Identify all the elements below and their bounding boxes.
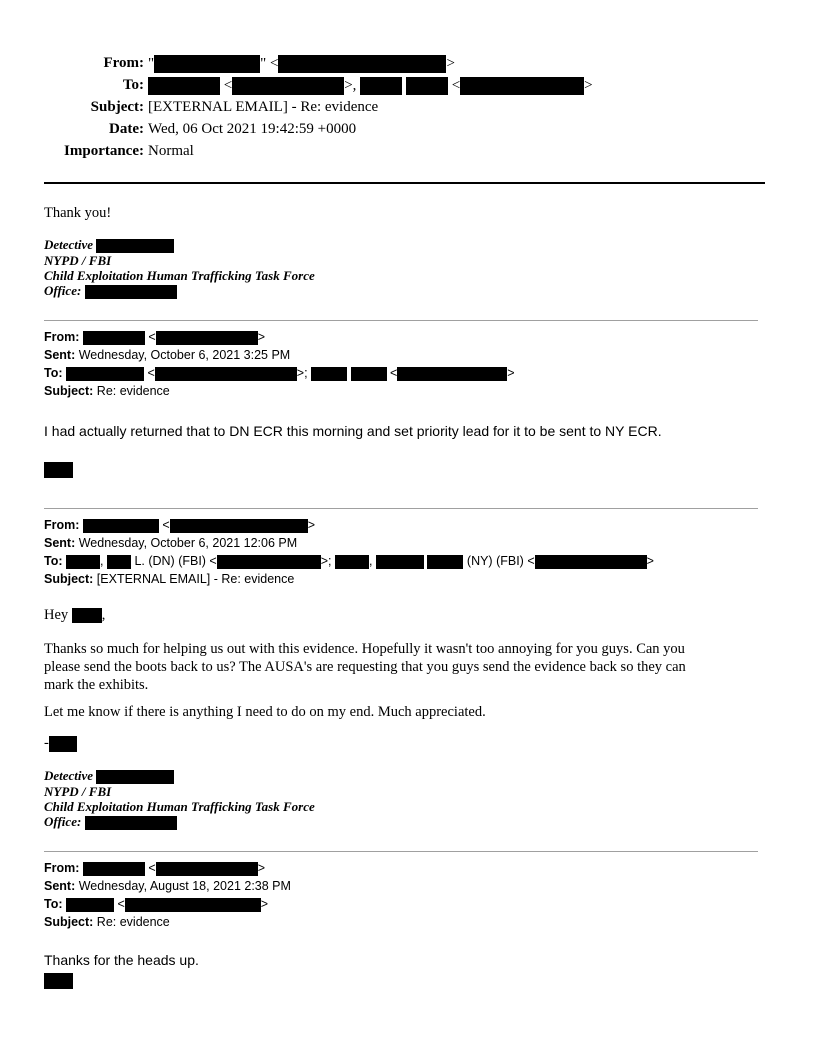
redaction xyxy=(83,862,145,876)
message-from: From: < > xyxy=(44,861,265,875)
redaction xyxy=(155,367,297,381)
message-body: I had actually returned that to DN ECR this morning and set priority lead for it to be sent to NY ECR. xyxy=(44,423,662,439)
message-subject: Subject: Re: evidence xyxy=(44,384,170,398)
redaction xyxy=(107,555,131,569)
message-divider xyxy=(44,851,758,852)
redaction xyxy=(311,367,347,381)
header-divider xyxy=(44,182,765,184)
message-divider xyxy=(44,320,758,321)
redaction xyxy=(72,608,102,623)
message-divider xyxy=(44,508,758,509)
message-sent: Sent: Wednesday, October 6, 2021 12:06 PM xyxy=(44,536,298,550)
message-body: Thank you! xyxy=(44,205,112,221)
signature-office-label: Office: xyxy=(44,283,82,299)
subject-label: Subject: xyxy=(90,99,144,115)
signature-office-label: Office: xyxy=(44,814,82,830)
message-sent: Sent: Wednesday, October 6, 2021 3:25 PM xyxy=(44,348,291,362)
redaction xyxy=(217,555,321,569)
message-body: Thanks for the heads up. xyxy=(44,952,199,968)
redaction xyxy=(83,331,145,345)
message-to: To: < >; < > xyxy=(44,366,515,380)
redaction xyxy=(83,519,159,533)
signature-org: NYPD / FBI xyxy=(44,784,112,800)
redaction xyxy=(278,55,446,73)
message-from: From: < > xyxy=(44,518,315,532)
redaction xyxy=(44,973,73,989)
date-label: Date: xyxy=(109,121,144,137)
redaction xyxy=(376,555,424,569)
redaction xyxy=(85,285,177,299)
redaction xyxy=(85,816,177,830)
message-subject: Subject: Re: evidence xyxy=(44,915,170,929)
message-sent: Sent: Wednesday, August 18, 2021 2:38 PM xyxy=(44,879,291,893)
redaction xyxy=(66,898,114,912)
redaction xyxy=(460,77,584,95)
redaction xyxy=(351,367,387,381)
date-value: Wed, 06 Oct 2021 19:42:59 +0000 xyxy=(148,121,357,137)
message-subject: Subject: [EXTERNAL EMAIL] - Re: evidence xyxy=(44,572,295,586)
message-to: To: < > xyxy=(44,897,269,911)
redaction xyxy=(66,555,100,569)
redaction xyxy=(406,77,448,95)
signature-block xyxy=(44,237,315,299)
redaction xyxy=(96,239,174,253)
message-body: Thanks so much for helping us out with this evidence. Hopefully it wasn't too annoying for you guys. Can you please send the boots back to us? The AUSA's are requesting that you guys send the evidence back so they can mark the exhibits. xyxy=(44,641,686,693)
message-body: Let me know if there is anything I need to do on my end. Much appreciated. xyxy=(44,704,486,720)
redaction xyxy=(96,770,174,784)
greeting: Hey , xyxy=(44,607,106,623)
redaction xyxy=(535,555,647,569)
message-to: To: , L. (DN) (FBI) < >; , (NY) (FBI) < > xyxy=(44,554,654,568)
redaction xyxy=(427,555,463,569)
redaction xyxy=(66,367,144,381)
to-value: < >, < > xyxy=(148,77,593,95)
importance-value: Normal xyxy=(148,143,194,159)
signature-title: Detective xyxy=(44,768,94,783)
redaction xyxy=(156,862,258,876)
signature-title: Detective xyxy=(44,237,94,252)
redaction xyxy=(335,555,369,569)
sender-initial: - xyxy=(44,735,77,752)
signature-block xyxy=(44,768,315,830)
message-from: From: < > xyxy=(44,330,265,344)
subject-value: [EXTERNAL EMAIL] - Re: evidence xyxy=(148,99,379,115)
redaction xyxy=(49,736,77,752)
signature-org: NYPD / FBI xyxy=(44,253,112,269)
redaction xyxy=(397,367,507,381)
from-label: From: xyxy=(103,55,144,71)
importance-label: Importance: xyxy=(64,143,144,159)
redaction xyxy=(232,77,344,95)
redaction xyxy=(154,55,260,73)
redaction xyxy=(148,77,220,95)
signature-unit: Child Exploitation Human Trafficking Task Force xyxy=(44,799,315,815)
redaction xyxy=(44,462,73,478)
from-value: " " < > xyxy=(148,55,455,72)
signature-unit: Child Exploitation Human Trafficking Task Force xyxy=(44,268,315,284)
redaction xyxy=(360,77,402,95)
redaction xyxy=(156,331,258,345)
to-label: To: xyxy=(122,77,144,93)
redaction xyxy=(170,519,308,533)
redaction xyxy=(125,898,261,912)
